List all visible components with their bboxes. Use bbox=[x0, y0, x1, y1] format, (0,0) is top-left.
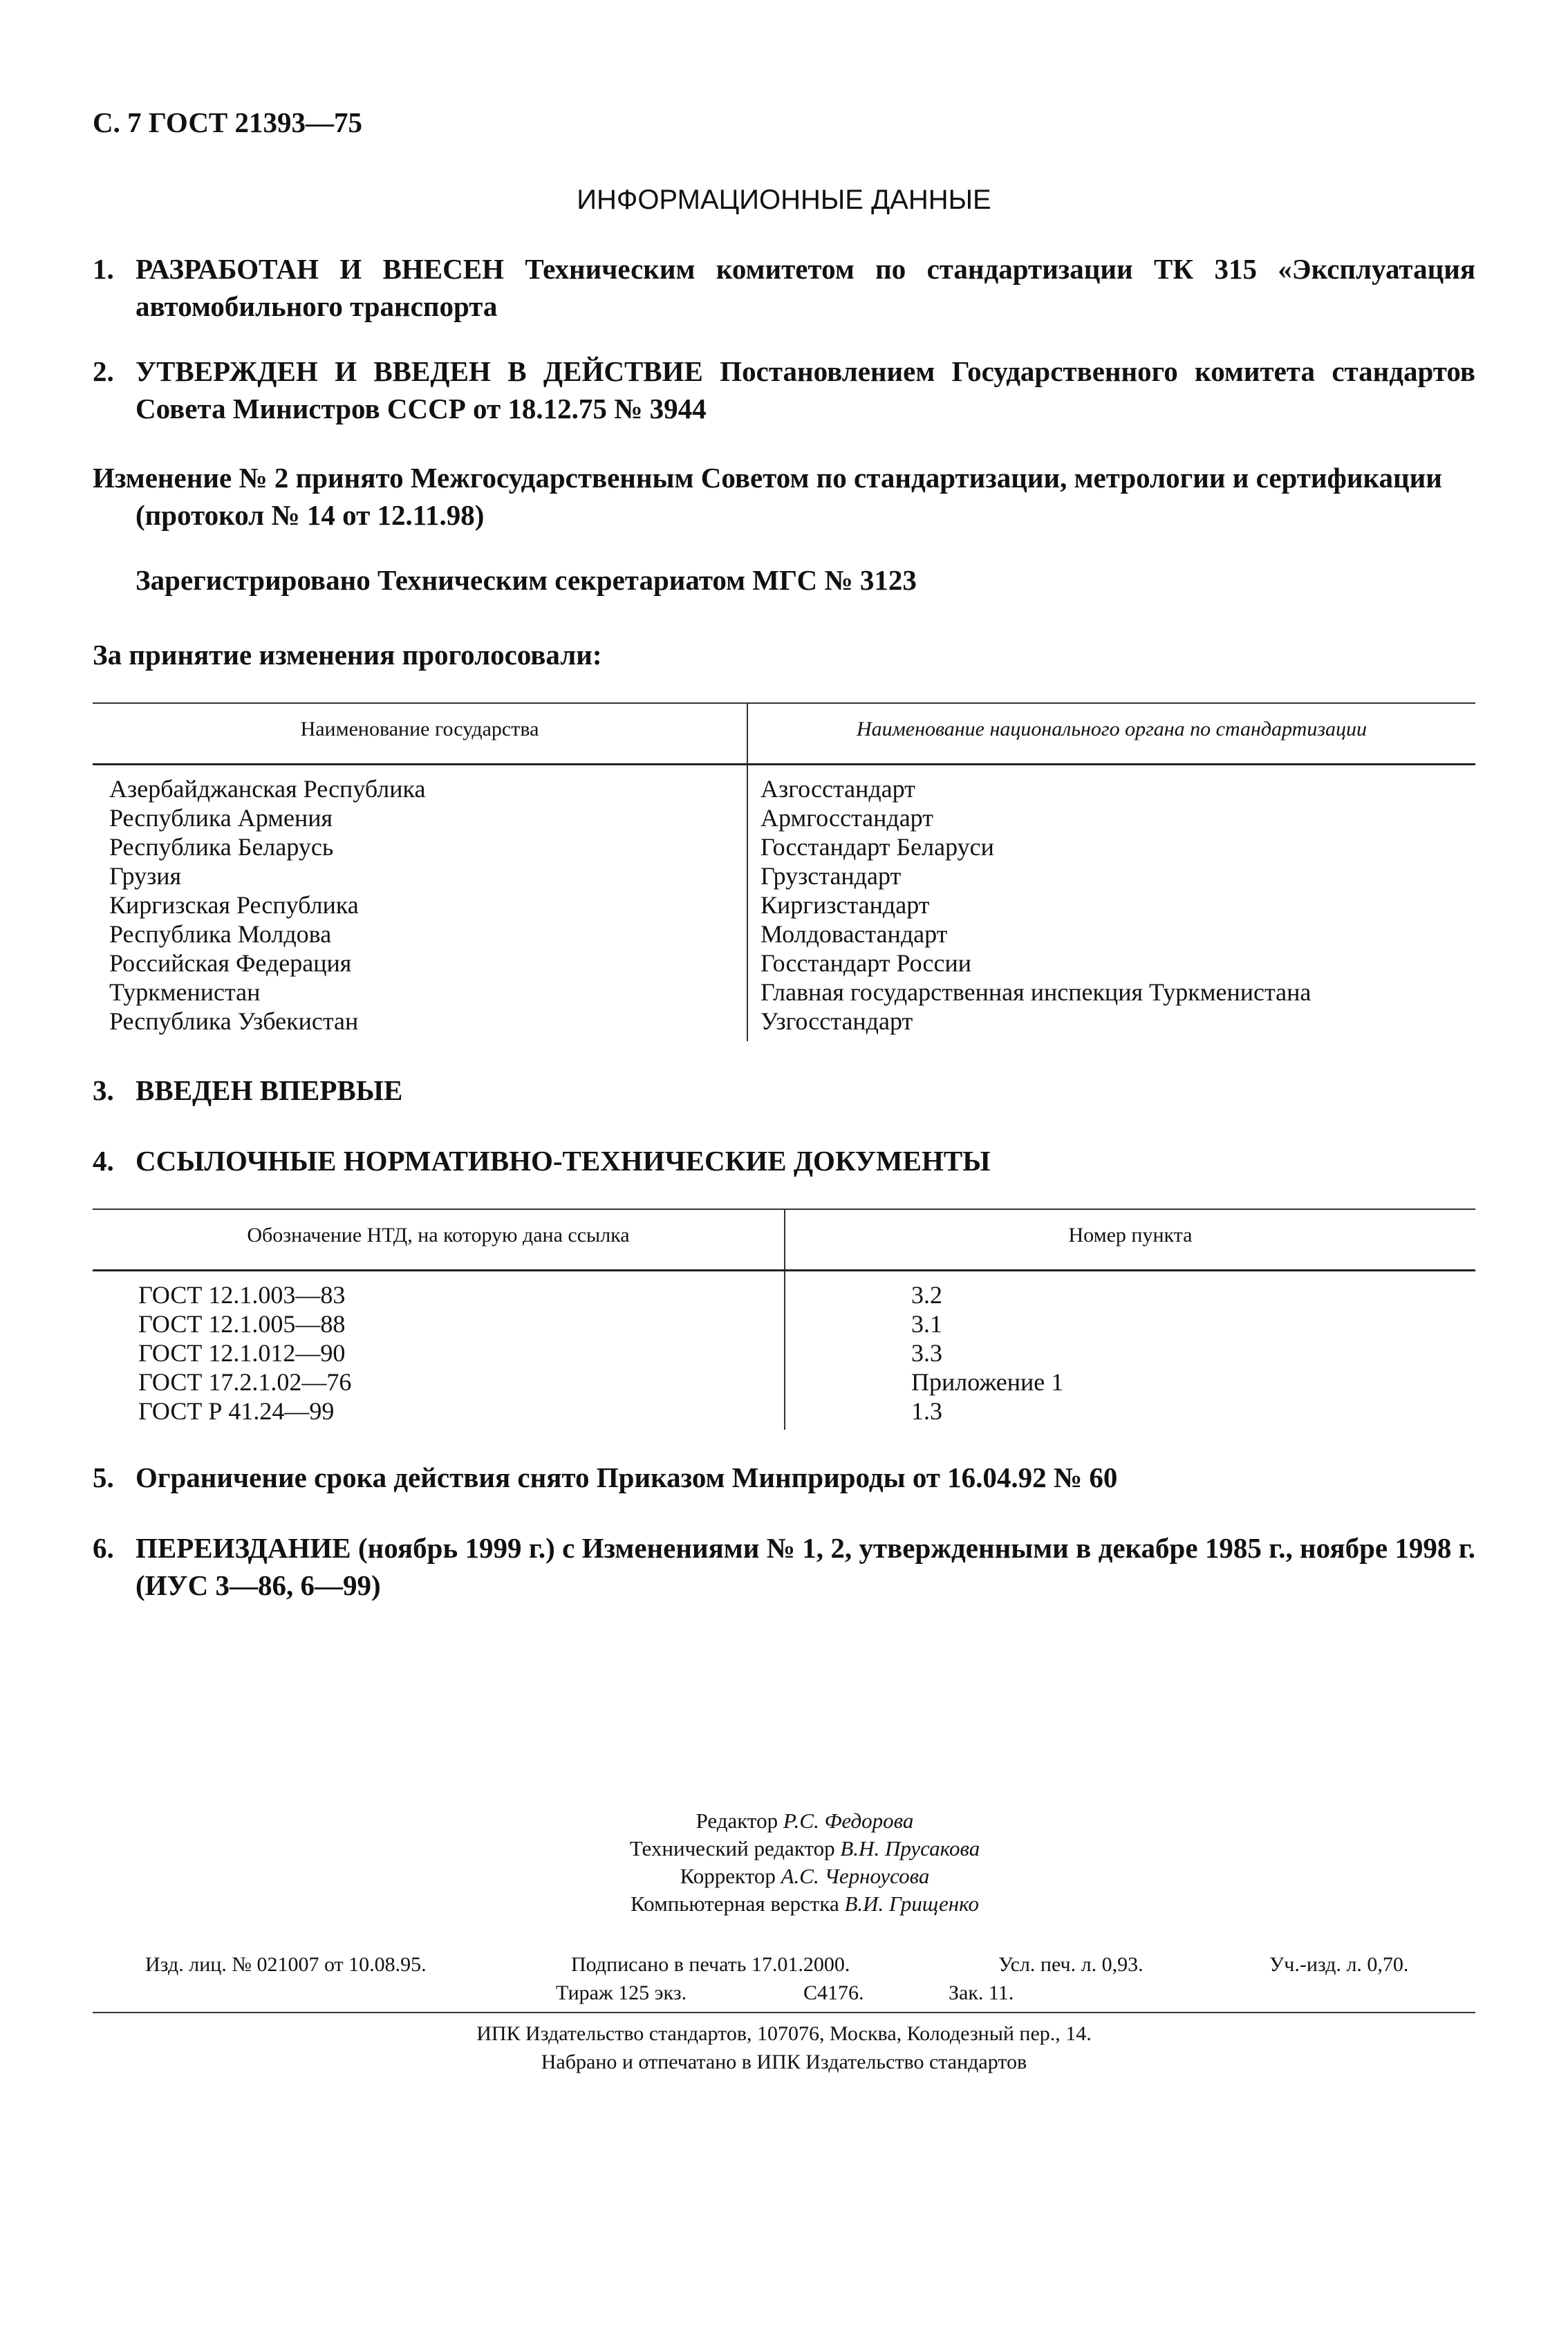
table-cell: Туркменистан bbox=[109, 978, 261, 1006]
change-note: Изменение № 2 принято Межгосударственным Советом по стандартизации, метрологии и сертификации (протокол № 14 от 12.11.98) bbox=[93, 462, 1442, 531]
item-2-number: 2. bbox=[93, 355, 114, 387]
table-cell: Приложение 1 bbox=[911, 1368, 1064, 1396]
registration-note: Зарегистрировано Техническим секретариатом МГС № 3123 bbox=[136, 564, 917, 596]
credit-layout bbox=[553, 1890, 1056, 1918]
votes-header-body: Наименование национального органа по стандартизации bbox=[856, 718, 1368, 740]
imprint-run: Тираж 125 экз. bbox=[556, 1981, 687, 2004]
table-cell: Киргизстандарт bbox=[760, 891, 930, 919]
item-4 bbox=[93, 1142, 1475, 1179]
item-5-text: Ограничение срока действия снято Приказом Минприроды от 16.04.92 № 60 bbox=[136, 1462, 1118, 1493]
imprint-rule bbox=[93, 2012, 1475, 2013]
vote-caption: За принятие изменения проголосовали: bbox=[93, 639, 602, 671]
credit-role: Компьютерная верстка bbox=[631, 1892, 839, 1916]
table-divider bbox=[747, 702, 748, 1041]
page-header: С. 7 ГОСТ 21393—75 bbox=[93, 106, 363, 138]
table-cell: Грузия bbox=[109, 862, 182, 890]
refs-column-clauses bbox=[911, 1280, 1063, 1426]
table-cell: Республика Молдова bbox=[109, 920, 332, 948]
imprint-pub-sheets: Уч.-изд. л. 0,70. bbox=[1269, 1953, 1409, 1976]
table-cell: 3.2 bbox=[911, 1281, 942, 1309]
imprint-order: Зак. 11. bbox=[949, 1981, 1014, 2004]
table-cell: Госстандарт Беларуси bbox=[760, 833, 994, 861]
refs-column-documents bbox=[138, 1280, 351, 1426]
table-rule bbox=[93, 702, 1475, 704]
item-2 bbox=[93, 353, 1475, 427]
table-cell: ГОСТ 12.1.003—83 bbox=[138, 1281, 346, 1309]
credit-tech-editor bbox=[553, 1835, 1056, 1863]
table-cell: Республика Беларусь bbox=[109, 833, 334, 861]
imprint-publisher: ИПК Издательство стандартов, 107076, Москва, Колодезный пер., 14. bbox=[476, 2022, 1092, 2045]
credits-block bbox=[553, 1807, 1056, 1918]
imprint-license: Изд. лиц. № 021007 от 10.08.95. bbox=[145, 1953, 427, 1976]
table-cell: Азербайджанская Республика bbox=[109, 775, 426, 803]
credit-role: Корректор bbox=[680, 1864, 776, 1888]
refs-header-document: Обозначение НТД, на которую дана ссылка bbox=[247, 1224, 630, 1247]
table-cell: Азгосстандарт bbox=[760, 775, 915, 803]
table-cell: 3.3 bbox=[911, 1339, 942, 1367]
votes-header-state: Наименование государства bbox=[300, 718, 539, 740]
table-cell: Узгосстандарт bbox=[760, 1007, 913, 1035]
table-cell: ГОСТ Р 41.24—99 bbox=[138, 1397, 335, 1425]
imprint-signed: Подписано в печать 17.01.2000. bbox=[571, 1953, 850, 1976]
item-2-text: Постановлением Государственного комитета стандартов Совета Министров СССР от 18.12.75 № 3944 bbox=[136, 355, 1475, 424]
credit-name: В.И. Грищенко bbox=[844, 1892, 979, 1916]
credit-name: Р.С. Федорова bbox=[783, 1809, 914, 1833]
item-6-text: (ноябрь 1999 г.) с Изменениями № 1, 2, утвержденными в декабре 1985 г., ноябре 1998 г. (ИУС 3—86, 6—99) bbox=[136, 1532, 1476, 1601]
table-cell: Главная государственная инспекция Туркменистана bbox=[760, 978, 1312, 1006]
item-1 bbox=[93, 250, 1475, 325]
imprint-printed: Набрано и отпечатано в ИПК Издательство стандартов bbox=[541, 2051, 1027, 2073]
item-2-lead: УТВЕРЖДЕН И ВВЕДЕН В ДЕЙСТВИЕ bbox=[136, 355, 703, 387]
table-cell: Республика Узбекистан bbox=[109, 1007, 359, 1035]
item-5-number: 5. bbox=[93, 1462, 114, 1493]
table-cell: Республика Армения bbox=[109, 804, 333, 832]
imprint-print-sheets: Усл. печ. л. 0,93. bbox=[998, 1953, 1144, 1976]
votes-column-bodies bbox=[760, 774, 1311, 1036]
credit-name: В.Н. Прусакова bbox=[840, 1836, 980, 1860]
page-title: ИНФОРМАЦИОННЫЕ ДАННЫЕ bbox=[577, 185, 991, 215]
table-cell: Киргизская Республика bbox=[109, 891, 359, 919]
credit-name: А.С. Черноусова bbox=[781, 1864, 930, 1888]
table-cell: Армгосстандарт bbox=[760, 804, 933, 832]
table-cell: ГОСТ 12.1.012—90 bbox=[138, 1339, 346, 1367]
table-rule bbox=[93, 763, 1475, 765]
table-cell: 1.3 bbox=[911, 1397, 942, 1425]
item-3-text: ВВЕДЕН ВПЕРВЫЕ bbox=[136, 1074, 403, 1106]
credit-editor bbox=[553, 1807, 1056, 1835]
item-6-number: 6. bbox=[93, 1532, 114, 1564]
item-3-number: 3. bbox=[93, 1074, 114, 1106]
item-3 bbox=[93, 1072, 1475, 1109]
refs-header-clause: Номер пункта bbox=[1068, 1224, 1193, 1247]
table-cell: ГОСТ 12.1.005—88 bbox=[138, 1310, 346, 1338]
credit-role: Технический редактор bbox=[629, 1836, 835, 1860]
item-5 bbox=[93, 1459, 1475, 1496]
credit-role: Редактор bbox=[696, 1809, 778, 1833]
item-1-text: Техническим комитетом по стандартизации ТК 315 «Эксплуатация автомобильного транспорта bbox=[136, 253, 1475, 322]
item-4-number: 4. bbox=[93, 1145, 114, 1177]
table-cell: 3.1 bbox=[911, 1310, 942, 1338]
item-1-number: 1. bbox=[93, 253, 114, 285]
item-4-text: ССЫЛОЧНЫЕ НОРМАТИВНО-ТЕХНИЧЕСКИЕ ДОКУМЕНТЫ bbox=[136, 1145, 991, 1177]
votes-column-states bbox=[109, 774, 425, 1036]
item-1-lead: РАЗРАБОТАН И ВНЕСЕН bbox=[136, 253, 504, 285]
table-cell: Госстандарт России bbox=[760, 949, 971, 977]
item-6 bbox=[93, 1529, 1475, 1604]
table-rule bbox=[93, 1269, 1475, 1271]
table-cell: Молдовастандарт bbox=[760, 920, 948, 948]
item-6-lead: ПЕРЕИЗДАНИЕ bbox=[136, 1532, 351, 1564]
table-cell: Российская Федерация bbox=[109, 949, 352, 977]
credit-proofreader bbox=[553, 1863, 1056, 1890]
table-cell: Грузстандарт bbox=[760, 862, 902, 890]
table-cell: ГОСТ 17.2.1.02—76 bbox=[138, 1368, 352, 1396]
imprint-code: С4176. bbox=[803, 1981, 864, 2004]
